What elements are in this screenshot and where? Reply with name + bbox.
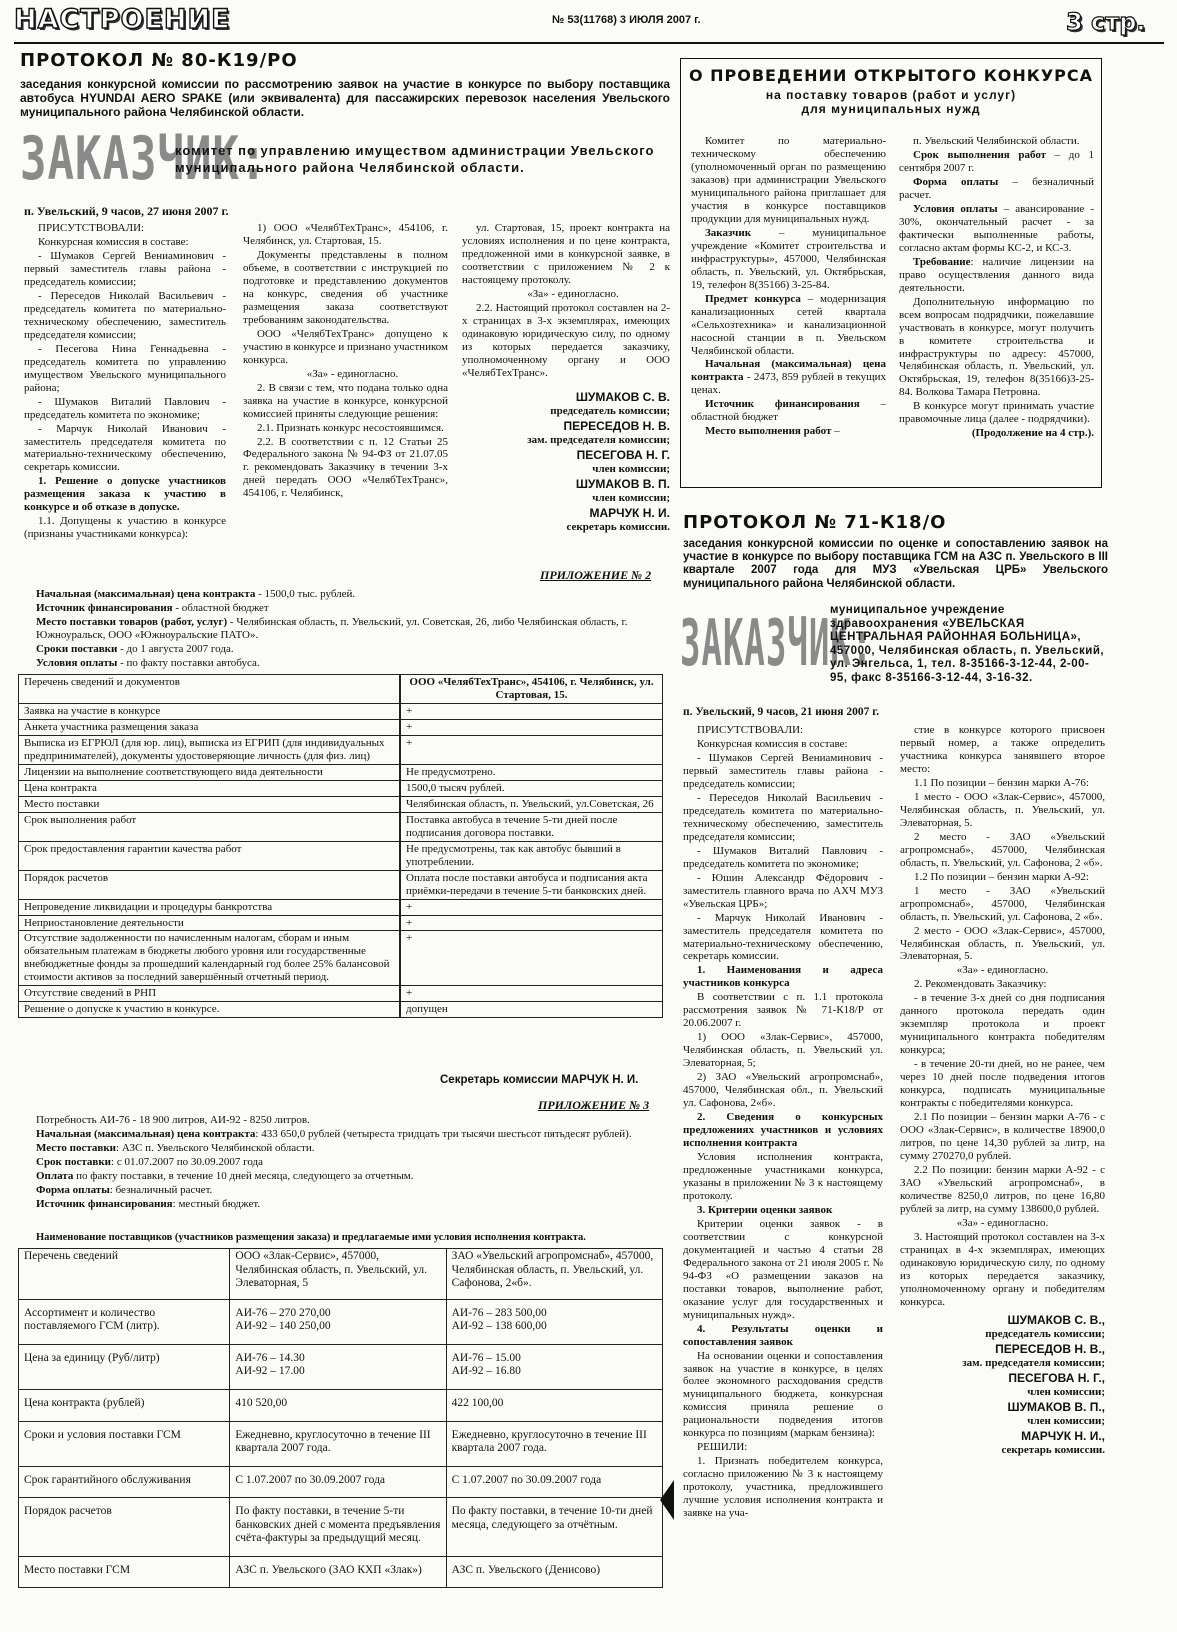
paragraph: 2 место - ООО «Злак-Сервис», 457000, Челябинская область, п. Увельский, ул. Элеваторная, 5.: [900, 924, 1105, 963]
vote-line: «За» - единогласно.: [956, 1216, 1049, 1229]
zakazchik-71-label: ЗАКАЗЧИК:: [680, 606, 874, 682]
paragraph: Конкурсная комиссия в составе:: [697, 737, 848, 750]
table-cell-label: Лицензии на выполнение соответствующего вида деятельности: [19, 764, 400, 780]
term-key: Источник финансирования: [36, 601, 173, 614]
zakazchik-label: ЗАКАЗЧИК:: [20, 125, 268, 194]
notice-subtitle-2: для муниципальных нужд: [801, 102, 981, 117]
appendix-3-table-title: Наименование поставщиков (участников размещения заказа) и предлагаемые ими условия исполнения контракта.: [36, 1232, 586, 1243]
paragraph: 1 место - ЗАО «Увельский агропромснаб», 457000, Челябинская область, п. Увельский, ул. Сафонова, 2 «б».: [900, 884, 1105, 923]
table-header-row: [19, 1249, 663, 1300]
notice-paragraph: [899, 203, 1094, 255]
paragraph: ул. Стартовая, 15, проект контракта на условиях исполнения и по цене контракта, предложенной ими в конкурсной заявке, в соответствии с приложением № 2 к настоящему протоколу.: [462, 222, 670, 286]
term-line: [36, 657, 666, 670]
notice-paragraph: [691, 398, 886, 424]
paragraph: ПРИСУТСТВОВАЛИ:: [697, 724, 804, 736]
table-cell-value: АИ-76 – 15.00 АИ-92 – 16.80: [446, 1344, 662, 1389]
term-key: Источник финансирования: [36, 1197, 173, 1210]
notice-box: [680, 58, 1102, 488]
table-cell-value: Оплата после поставки автобуса и подписания акта приёмки-передачи в течение 5-ти банковских дней.: [401, 870, 663, 899]
paragraph: 2 место - ЗАО «Увельский агропромснаб», 457000, Челябинская область, п. Увельский, ул. Сафонова, 2 «б».: [900, 830, 1105, 869]
signatory-name: МАРЧУК Н. И.,: [1021, 1429, 1105, 1444]
term-line: [36, 1156, 664, 1169]
term-line: [36, 1198, 664, 1211]
notice-text: - 2473, 859 рублей в текущих ценах.: [691, 371, 886, 397]
table-header-cell: ООО «Злак-Сервис», 457000, Челябинская область, п. Увельский, ул. Элеваторная, 5: [230, 1249, 446, 1300]
table-cell-value: +: [401, 915, 663, 931]
paragraph: Конкурсная комиссия в составе:: [38, 235, 189, 248]
appendix-3-need: Потребность АИ-76 - 18 900 литров, АИ-92 - 8250 литров.: [36, 1114, 310, 1126]
table-cell-label: Срок предоставления гарантии качества работ: [19, 841, 400, 870]
table-cell-value: АЗС п. Увельского (ЗАО КХП «Злак»): [230, 1556, 446, 1588]
table-row: [19, 719, 663, 735]
table-row: [19, 899, 663, 915]
table-row: [19, 1002, 663, 1018]
table-row: [19, 841, 663, 870]
notice-text: – модернизация канализационных сетей квартала «Сельхозтехника» и канализационной насосной станции в п. Увельском Челябинской области.: [691, 292, 886, 357]
term-key: Место поставки товаров (работ, услуг): [36, 615, 228, 628]
table-header-row: [19, 675, 663, 704]
table-cell-value: АЗС п. Увельского (Денисово): [446, 1556, 662, 1588]
signatory-role: секретарь комиссии.: [1001, 1444, 1105, 1457]
table-cell-value: допущен: [401, 1002, 663, 1018]
paragraph: - Переседов Николай Васильевич - председатель комитета по материально-техническому обеспечению, заместитель председателя комиссии;: [683, 791, 883, 843]
term-line: [36, 1170, 664, 1183]
term-value: : АЗС п. Увельского Челябинской области.: [116, 1141, 315, 1154]
table-row: [19, 796, 663, 812]
paragraph: - Шумаков Виталий Павлович - председатель комитета по экономике;: [683, 844, 883, 870]
paragraph: - в течение 20-ти дней, но не ранее, чем через 10 дней после подведения итогов конкурса, подписать муниципальные контракты с победителями конкурса.: [900, 1058, 1105, 1110]
table-cell-label: Сроки и условия поставки ГСМ: [19, 1421, 230, 1466]
appendix-2-label: ПРИЛОЖЕНИЕ № 2: [540, 568, 652, 582]
notice-title: О ПРОВЕДЕНИИ ОТКРЫТОГО КОНКУРСА: [688, 66, 1094, 85]
term-key: Форма оплаты: [36, 1183, 110, 1196]
notice-paragraph: [899, 400, 1094, 426]
notice-paragraph: [899, 135, 1094, 148]
table-header-cell: Перечень сведений: [19, 1249, 230, 1300]
notice-key: Форма оплаты: [913, 175, 999, 188]
table-cell-value: +: [401, 719, 663, 735]
paragraph: 1. Решение о допуске участников размещения заказа к участию в конкурсе и об отказе в допуске.: [24, 475, 226, 514]
table-cell-label: Анкета участника размещения заказа: [19, 719, 400, 735]
notice-text: : наличие лицензии на право осуществления данного вида деятельности.: [899, 255, 1094, 294]
paragraph: 2. Рекомендовать Заказчику:: [914, 978, 1047, 991]
paragraph: Условия исполнения контракта, предложенные участниками конкурса, указаны в приложении № 3 к настоящему протоколу.: [683, 1151, 883, 1202]
term-line: [36, 1128, 664, 1141]
signature-block: [900, 1313, 1105, 1458]
table-cell-value: Поставка автобуса в течение 5-ти дней после подписания договора поставки.: [401, 812, 663, 841]
table-cell-value: АИ-76 – 283 500,00 АИ-92 – 138 600,00: [446, 1299, 662, 1344]
term-key: Оплата: [36, 1169, 74, 1182]
term-key: Сроки поставки: [36, 642, 118, 655]
notice-paragraph: [691, 227, 886, 292]
table-row: [19, 703, 663, 719]
notice-text: –: [831, 425, 840, 438]
table-cell-value: По факту поставки, в течение 10-ти дней месяца, следующего за отчётным.: [446, 1498, 662, 1557]
paragraph: Критерии оценки заявок - в соответствии с конкурсной документацией и частью 4 статьи 28 Федерального закона от 21 июля 2005 г. № 94-ФЗ «О размещении заказов на поставки товаров, выполнение работ, оказание услуг для государственных и муниципальных нужд».: [683, 1217, 883, 1321]
table-cell-label: Ассортимент и количество поставляемого ГСМ (литр).: [19, 1299, 230, 1344]
table-cell-label: Порядок расчетов: [19, 870, 400, 899]
table-cell-value: +: [401, 899, 663, 915]
paragraph: ООО «ЧелябТехТранс» допущено к участию в конкурсе и признано участником конкурса.: [243, 327, 448, 366]
paragraph: ПРИСУТСТВОВАЛИ:: [38, 222, 145, 234]
notice-paragraph: [899, 149, 1094, 175]
appendix-3-table-wrap: [18, 1248, 663, 1588]
protocol-80-col1: [24, 222, 226, 542]
signatory-role: секретарь комиссии.: [566, 521, 670, 534]
table-cell-value: +: [401, 931, 663, 986]
notice-text: п. Увельский Челябинской области.: [913, 135, 1080, 147]
table-cell-value: С 1.07.2007 по 30.09.2007 года: [230, 1466, 446, 1498]
notice-paragraph: [691, 425, 886, 438]
notice-text: – муниципальное учреждение «Комитет строительства и инфраструктуры», 457000, Челябинская область, п. Увельский, ул. Октябрьская, 19, телефон 8(35166) 3-25-84.: [691, 226, 886, 291]
notice-text: В конкурсе могут принимать участие правомочные лица (далее - подрядчики).: [899, 400, 1094, 426]
masthead-rule: [14, 42, 1164, 44]
notice-paragraph: [899, 256, 1094, 295]
notice-col2: [899, 135, 1094, 441]
table-row: [19, 986, 663, 1002]
paragraph: 1 место - ООО «Злак-Сервис», 457000, Челябинская область, п. Увельский, ул. Элеваторная, 5.: [900, 790, 1105, 829]
table-row: [19, 931, 663, 986]
section-masthead: НАСТРОЕНИЕ: [14, 4, 231, 35]
protocol-80-dateline: п. Увельский, 9 часов, 27 июня 2007 г.: [24, 204, 229, 218]
term-line: [36, 602, 666, 615]
signatory-name: ПЕСЕГОВА Н. Г.,: [1008, 1370, 1105, 1385]
paragraph: - Юшин Александр Фёдорович - заместитель главного врача по АХЧ МУЗ «Увельская ЦРБ»;: [683, 871, 883, 910]
signatory-role: член комиссии;: [1027, 1415, 1105, 1428]
notice-text: Комитет по материально-техническому обеспечению (уполномоченный орган по размещению заказов) при администрации Увельского муниципального района приглашает для участия в конкурсе поставщиков продукции для муниципальных нужд.: [691, 135, 886, 225]
term-line: [36, 1142, 664, 1155]
notice-col1: [691, 135, 886, 439]
table-cell-label: Место поставки: [19, 796, 400, 812]
notice-key: Условия оплаты: [913, 202, 998, 215]
term-line: [36, 1184, 664, 1197]
table-row: [19, 780, 663, 796]
paragraph: «За» - единогласно.: [306, 367, 399, 380]
notice-paragraph: [691, 135, 886, 226]
zakazchik-text: комитет по управлению имуществом администрации Увельского муниципального района Челябинской области.: [175, 143, 655, 175]
table-cell-value: 1500,0 тысяч рублей.: [401, 780, 663, 796]
table-cell-label: Место поставки ГСМ: [19, 1556, 230, 1588]
table-row: [19, 735, 663, 764]
paragraph: «За» - единогласно.: [527, 287, 619, 300]
signatory-role: член комиссии;: [592, 463, 670, 476]
table-cell-value: Не предусмотрены, так как автобус бывший в употреблении.: [401, 841, 663, 870]
paragraph: - Шумаков Сергей Вениаминович - первый заместитель главы района - председатель комиссии;: [24, 249, 226, 288]
table-cell-value: 410 520,00: [230, 1389, 446, 1421]
appendix-2-secretary: Секретарь комиссии МАРЧУК Н. И.: [440, 1074, 639, 1086]
table-cell-value: С 1.07.2007 по 30.09.2007 года: [446, 1466, 662, 1498]
term-value: - по факту поставки автобуса.: [117, 656, 260, 669]
table-row: [19, 1344, 663, 1389]
term-value: : 433 650,0 рублей (четыреста тридцать три тысячи шестьсот пятьдесят рублей).: [255, 1128, 632, 1140]
section-heading: 1. Наименования и адреса участников конкурса: [683, 964, 883, 990]
signatory-role: зам. председателя комиссии;: [962, 1356, 1105, 1369]
table-cell-value: Не предусмотрено.: [401, 764, 663, 780]
signatory-role: председатель комиссии;: [550, 404, 670, 417]
paragraph: 1. Признать победителем конкурса, согласно приложению № 3 к настоящему протоколу, участника, предложившего лучшие условия исполнения контракта и заявке на уча-: [683, 1455, 883, 1520]
appendix-2-table: [18, 674, 663, 1018]
term-line: [36, 643, 666, 656]
paragraph: 1.1. Допущены к участию в конкурсе (признаны участниками конкурса):: [24, 515, 226, 541]
term-line: [36, 616, 666, 642]
table-cell-label: Цена контракта (рублей): [19, 1389, 230, 1421]
table-row: [19, 915, 663, 931]
table-cell-label: Срок гарантийного обслуживания: [19, 1466, 230, 1498]
notice-paragraph: [899, 296, 1094, 400]
signatory-role: член комиссии;: [592, 492, 670, 505]
notice-text: – безналичный расчет.: [899, 175, 1094, 201]
appendix-2-table-wrap: [18, 674, 663, 1018]
term-key: Начальная (максимальная) цена контракта: [36, 1128, 256, 1140]
appendix-3-table: [18, 1248, 663, 1588]
table-row: [19, 1299, 663, 1344]
protocol-80-col2: [243, 222, 448, 501]
notice-text: – областной бюджет: [691, 398, 887, 424]
table-cell-label: Отсутствие сведений в РНП: [19, 986, 400, 1002]
signatory-name: ШУМАКОВ В. П.,: [1007, 1400, 1105, 1414]
term-line: [36, 588, 666, 601]
table-cell-label: Решение о допуске к участию в конкурсе.: [19, 1002, 400, 1018]
protocol-71-intro: заседания конкурсной комиссии по оценке и сопоставлению заявок на участие в конкурсе по выбору поставщика ГСМ на АЗС п. Увельского в III квартале 2007 года для МУЗ «Увельская ЦРБ» Увельского муниципального района Челябинской области.: [683, 538, 1108, 590]
table-header-cell: ООО «ЧелябТехТранс», 454106, г. Челябинск, ул. Стартовая, 15.: [401, 675, 663, 704]
signatory-name: ПЕРЕСЕДОВ Н. В.,: [995, 1341, 1105, 1356]
signatory-name: МАРЧУК Н. И.: [589, 506, 670, 521]
paragraph: - Марчук Николай Иванович - заместитель председателя комитета по материально-техническому обеспечению, секретарь комиссии.: [24, 422, 226, 474]
protocol-71-col1: [683, 724, 883, 1521]
term-value: по факту поставки, в течение 10 дней месяца, следующего за отчетным.: [73, 1169, 414, 1182]
paragraph: 2.1. Признать конкурс несостоявшимся.: [257, 421, 444, 434]
paragraph: 2. В связи с тем, что подана только одна заявка на участие в конкурсе, конкурсной комиссией приняты следующие решения:: [243, 381, 448, 420]
notice-key: Начальная (максимальная) цена контракта: [691, 358, 886, 384]
table-row: [19, 870, 663, 899]
protocol-71-dateline: п. Увельский, 9 часов, 21 июня 2007 г.: [683, 706, 880, 718]
zakazchik-71-text: муниципальное учреждение здравоохранения «УВЕЛЬСКАЯ ЦЕНТРАЛЬНАЯ РАЙОННАЯ БОЛЬНИЦА», 457000, Челябинская область, п. Увельский, ул. Энгельса, 1, тел. 8-35166-3-12-44, 2-00-95, факс 8-35166-3-12-44, 3-16-32.: [830, 604, 1105, 684]
paragraph: 2) ЗАО «Увельский агропромснаб», 457000, Челябинская обл., п. Увельский ул. Сафонова, 2«б».: [683, 1071, 883, 1110]
table-cell-label: Отсутствие задолженности по начисленным налогам, сборам и иным обязательным платежам в бюджеты любого уровня или государственные внебюджетные фонды за прошедший календарный год более 25% балансовой стоимости активов за последний завершённый отчетный период.: [19, 931, 400, 986]
paragraph: - Шумаков Виталий Павлович - председатель комитета по экономике;: [24, 395, 226, 421]
notice-key: Источник финансирования: [705, 398, 860, 411]
section-heading: 3. Критерии оценки заявок: [697, 1203, 833, 1216]
appendix-2-terms: [36, 588, 666, 671]
term-key: Место поставки: [36, 1141, 117, 1154]
notice-key: Место выполнения работ: [705, 425, 832, 438]
table-cell-value: АИ-76 – 14.30 АИ-92 – 17.00: [230, 1344, 446, 1389]
table-header-cell: Перечень сведений и документов: [19, 675, 400, 704]
term-key: Срок поставки: [36, 1155, 112, 1168]
issue-line: № 53(11768) 3 ИЮЛЯ 2007 г.: [552, 14, 701, 26]
table-cell-value: +: [401, 735, 663, 764]
table-header-cell: ЗАО «Увельский агропромснаб», 457000, Челябинская область, п. Увельский, ул. Сафонова, 2«б».: [446, 1249, 662, 1300]
paragraph: - в течение 3-х дней со дня подписания данного протокола передать один экземпляр протокола и проект муниципального контракта победителям конкурса;: [900, 992, 1105, 1057]
table-row: [19, 764, 663, 780]
notice-paragraph: [691, 358, 886, 397]
paragraph: - Переседов Николай Васильевич - председатель комитета по материально-техническому обеспечению, заместитель председателя комиссии;: [24, 289, 226, 341]
table-row: [19, 1421, 663, 1466]
term-value: - областной бюджет: [172, 601, 269, 614]
signature-block: [462, 390, 670, 535]
notice-continued: (Продолжение на 4 стр.).: [971, 427, 1094, 440]
arrow-marker: [660, 1480, 674, 1520]
signatory-role: член комиссии;: [1027, 1386, 1105, 1399]
term-value: : безналичный расчет.: [109, 1183, 213, 1196]
paragraph: РЕШИЛИ:: [697, 1441, 748, 1454]
protocol-80-col3: [462, 222, 670, 535]
table-cell-value: АИ-76 – 270 270,00 АИ-92 – 140 250,00: [230, 1299, 446, 1344]
signatory-role: председатель комиссии;: [985, 1327, 1105, 1340]
notice-key: Предмет конкурса: [705, 292, 801, 305]
notice-text: – авансирование - 30%, окончательный расчет - за фактически выполненные работы, согласно актам формы КС-2, и КС-3.: [899, 202, 1094, 254]
page-number: 3 стр.: [1066, 8, 1146, 36]
paragraph: 2.1 По позиции – бензин марки А-76 - с ООО «Злак-Сервис», в количестве 18900,0 литров, по цене 14,30 рублей за литр, на сумму 270270,0 рублей.: [900, 1111, 1105, 1162]
table-cell-label: Срок выполнения работ: [19, 812, 400, 841]
paragraph: Документы представлены в полном объеме, в соответствии с инструкцией по подготовке и представлению документов на конкурс, сведения об участнике размещения заказа соответствуют требованиям законодательства.: [243, 248, 448, 326]
paragraph: - Марчук Николай Иванович - заместитель председателя комитета по материально-техническому обеспечению, секретарь комиссии.: [683, 911, 883, 963]
table-row: [19, 1556, 663, 1588]
table-row: [19, 1498, 663, 1557]
table-row: [19, 1389, 663, 1421]
term-value: - 1500,0 тыс. рублей.: [255, 588, 356, 600]
notice-paragraph: [899, 176, 1094, 202]
table-cell-value: По факту поставки, в течение 5-ти банковских дней с момента предъявления счёта-фактуры за предыдущий месяц.: [230, 1498, 446, 1557]
table-row: [19, 812, 663, 841]
term-value: - Челябинская область, п. Увельский, ул. Советская, 26, либо Челябинская область, г. Южноуральск, ООО «Южноуральские ПАТО».: [36, 615, 628, 641]
notice-paragraph: [691, 293, 886, 358]
protocol-71-title: ПРОТОКОЛ № 71-К18/О: [683, 512, 947, 533]
table-cell-label: Порядок расчетов: [19, 1498, 230, 1557]
appendix-3-label: ПРИЛОЖЕНИЕ № 3: [538, 1098, 650, 1112]
paragraph: 1) ООО «Злак-Сервис», 457000, Челябинская область, п. Увельский ул. Элеваторная, 5;: [683, 1031, 883, 1070]
table-cell-value: Ежедневно, круглосуточно в течение III квартала 2007 года.: [230, 1421, 446, 1466]
signatory-role: зам. председателя комиссии;: [527, 433, 670, 446]
paragraph: На основании оценки и сопоставления заявок на участие в конкурсе, в целях более экономного расходования средств муниципального бюджета, конкурсная комиссия приняла решение о рациональности подведения итогов конкурса по позициям (маркам бензина):: [683, 1349, 883, 1440]
paragraph: 2.2. В соответствии с п. 12 Статьи 25 Федерального закона № 94-ФЗ от 21.07.05 г. рекомендовать Заказчику в течении 3-х дней передать ООО «ЧелябТехТранс», 454106, г. Челябинск,: [243, 435, 448, 500]
section-heading: 4. Результаты оценки и сопоставления заявок: [683, 1322, 883, 1348]
paragraph: 1) ООО «ЧелябТехТранс», 454106, г. Челябинск, ул. Стартовая, 15.: [243, 222, 448, 247]
signatory-name: ПЕСЕГОВА Н. Г.: [576, 447, 670, 462]
paragraph: 2.2. Настоящий протокол составлен на 2-х страницах в 3-х экземплярах, имеющих одинаковую юридическую силу, по одному из которых передается заказчику, уполномоченному органу и ООО «ЧелябТехТранс».: [462, 301, 670, 379]
table-cell-value: Челябинская область, п. Увельский, ул.Советская, 26: [401, 796, 663, 812]
notice-text: Дополнительную информацию по всем вопросам подрядчики, пожелавшие участвовать в конкурсе, могут получить в комитете строительства и инфраструктуры по адресу: 457000, Челябинская область, п. Увельский, ул. Октябрьская, 19, телефон 8(35166)3-25-84. Волкова Тамара Петровна.: [899, 295, 1094, 399]
table-cell-value: Ежедневно, круглосуточно в течение III квартала 2007 года.: [446, 1421, 662, 1466]
term-key: Условия оплаты: [36, 656, 118, 669]
protocol-71-col2: [900, 724, 1105, 1458]
paragraph: - Песегова Нина Геннадьевна - председатель комитета по управлению имуществом Увельского муниципального района;: [24, 342, 226, 394]
section-heading: 2. Сведения о конкурсных предложениях участников и условиях исполнения контракта: [683, 1111, 883, 1150]
table-row: [19, 1466, 663, 1498]
notice-subtitle-1: на поставку товаров (работ и услуг): [765, 87, 1017, 102]
protocol-80-title: ПРОТОКОЛ № 80-К19/РО: [20, 50, 298, 71]
table-cell-label: Выписка из ЕГРЮЛ (для юр. лиц), выписка из ЕГРИП (для индивидуальных предпринимателей), документы удостоверяющие личность (для физ. лиц): [19, 735, 400, 764]
paragraph: - Шумаков Сергей Вениаминович - первый заместитель главы района - председатель комиссии;: [683, 751, 883, 790]
vote-line: «За» - единогласно.: [956, 964, 1049, 977]
notice-key: Требование: [913, 255, 971, 268]
paragraph: стие в конкурсе которого присвоен первый номер, а также определить участника конкурса занявшего второе место:: [900, 724, 1105, 775]
table-cell-label: Заявка на участие в конкурсе: [19, 703, 400, 719]
signatory-name: ШУМАКОВ С. В.,: [1007, 1312, 1105, 1327]
notice-key: Заказчик: [705, 226, 752, 239]
protocol-80-intro: заседания конкурсной комиссии по рассмотрению заявок на участие в конкурсе по выбору поставщика автобуса HYUNDAI AERO SPAKE (или эквивалента) для пассажирских перевозок населения Увельского муниципального района Челябинской области.: [20, 77, 670, 119]
term-key: Начальная (максимальная) цена контракта: [36, 588, 256, 600]
table-cell-label: Неприостановление деятельности: [19, 915, 400, 931]
paragraph: В соответствии с п. 1.1 протокола рассмотрения заявок № 71-К18/Р от 20.06.2007 г.: [683, 991, 883, 1030]
signatory-name: ШУМАКОВ В. П.: [575, 477, 670, 491]
signatory-name: ПЕРЕСЕДОВ Н. В.: [563, 418, 670, 433]
table-cell-label: Цена контракта: [19, 780, 400, 796]
paragraph: 2.2 По позиции: бензин марки А-92 - с ЗАО «Увельский агропромснаб», в количестве 8250,0 литров, по цене 16,80 рублей за литр, на сумму 138600,0 рублей.: [900, 1163, 1105, 1215]
table-cell-label: Непроведение ликвидации и процедуры банкротства: [19, 899, 400, 915]
table-cell-value: 422 100,00: [446, 1389, 662, 1421]
table-cell-label: Цена за единицу (Руб/литр): [19, 1344, 230, 1389]
signatory-name: ШУМАКОВ С. В.: [575, 389, 670, 404]
paragraph: 1.2 По позиции – бензин марки А-92:: [914, 870, 1089, 883]
term-value: : с 01.07.2007 по 30.09.2007 года: [111, 1155, 264, 1168]
notice-text: – до 1 сентября 2007 г.: [899, 148, 1094, 174]
term-value: : местный бюджет.: [172, 1197, 261, 1210]
table-cell-value: +: [401, 703, 663, 719]
term-value: - до 1 августа 2007 года.: [117, 642, 234, 655]
table-cell-value: +: [401, 986, 663, 1002]
paragraph: 1.1 По позиции – бензин марки А-76:: [914, 776, 1089, 789]
appendix-3-terms: [36, 1128, 664, 1212]
notice-key: Срок выполнения работ: [913, 148, 1047, 161]
paragraph: 3. Настоящий протокол составлен на 3-х страницах в 4-х экземплярах, имеющих одинаковую юридическую силу, по одному из которых передается заказчику, уполномоченному органу и победителям конкурса.: [900, 1230, 1105, 1308]
